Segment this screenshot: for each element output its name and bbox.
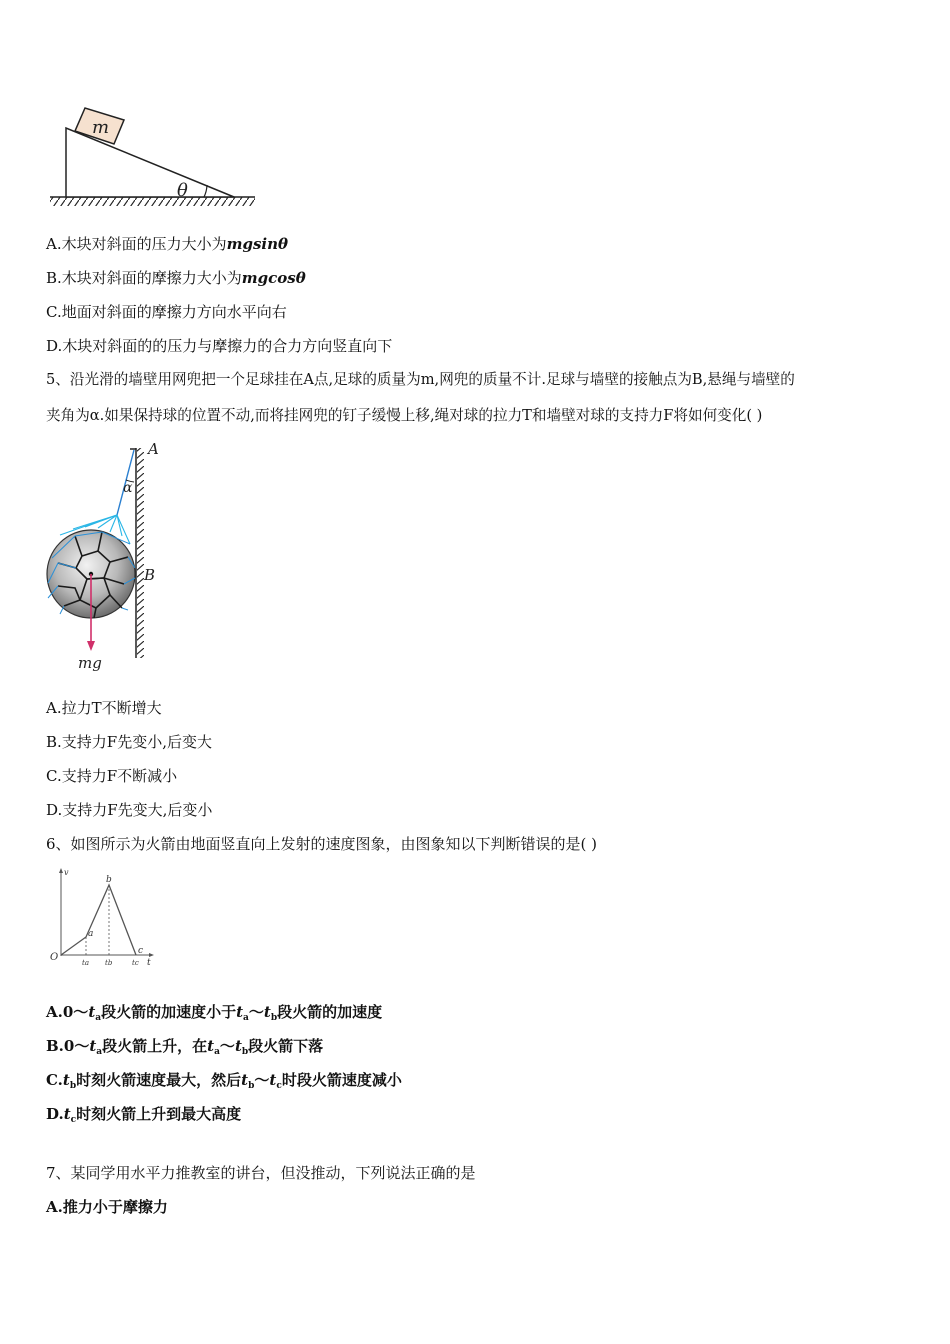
q6-stem: 6、如图所示为火箭由地面竖直向上发射的速度图象，由图象知以下判断错误的是( ) (46, 835, 598, 853)
q6-b-s3: b (241, 1047, 249, 1057)
label-b: B (144, 566, 156, 584)
q5-stem-line1: 5、沿光滑的墙壁用网兜把一个足球挂在A点,足球的质量为m,网兜的质量不计.足球与墙壁的接触点为B,悬绳与墙壁的 (46, 371, 795, 388)
q6-a-p3: ～ (248, 1003, 264, 1021)
q6-b-p3: ～ (219, 1037, 235, 1055)
wall-hatching (137, 448, 144, 658)
q6-b-t3: t (234, 1037, 242, 1055)
angle-label: θ (177, 180, 188, 201)
q6-option-a (46, 1001, 382, 1029)
label-alpha: α (123, 480, 133, 496)
q6-a-p4: 段火箭的加速度 (277, 1003, 383, 1021)
point-b-label: b (106, 875, 112, 885)
q6-b-s1: a (96, 1047, 103, 1057)
q6-c-p1: C. (46, 1071, 63, 1089)
point-a-label: a (88, 929, 94, 939)
q7-option-a: A.推力小于摩擦力 (46, 1198, 168, 1216)
label-a: A (148, 440, 159, 458)
q6-c-p2: 时刻火箭速度最大，然后 (76, 1071, 242, 1089)
q5-option-d: D.支持力F先变大,后变小 (46, 801, 213, 819)
q6-b-s2: a (214, 1047, 220, 1057)
q5-stem-line2: 夹角为α.如果保持球的位置不动,而将挂网兜的钉子缓慢上移,绳对球的拉力T和墙壁对球的支持力F将如何变化( ) (46, 407, 763, 424)
ground-hatching (50, 197, 255, 206)
q6-option-d (46, 1103, 241, 1131)
q6-c-s1: b (69, 1081, 77, 1091)
t-axis-arrow (149, 953, 154, 957)
q6-d-p1: D. (46, 1105, 64, 1123)
q6-c-t1: t (62, 1071, 70, 1089)
q6-b-t1: t (89, 1037, 97, 1055)
q6-a-t3: t (263, 1003, 271, 1021)
q4-option-c: C.地面对斜面的摩擦力方向水平向右 (46, 303, 287, 321)
velocity-time-graph (44, 866, 160, 970)
incline-figure (44, 100, 259, 210)
origin-label: O (50, 952, 59, 963)
q6-b-p2: 段火箭上升，在 (102, 1037, 208, 1055)
velocity-curve (61, 885, 136, 955)
q6-b-t2: t (207, 1037, 215, 1055)
q6-option-c (46, 1069, 402, 1097)
q6-d-t1: t (63, 1105, 71, 1123)
q6-c-p4: 时段火箭速度减小 (281, 1071, 402, 1089)
q6-a-t2: t (236, 1003, 244, 1021)
tick-c-label: tc (132, 959, 139, 967)
q6-a-p2: 段火箭的加速度小于 (101, 1003, 237, 1021)
q6-c-t2: t (241, 1071, 249, 1089)
q5-option-b: B.支持力F先变小,后变大 (46, 733, 212, 751)
v-axis-arrow (59, 868, 63, 873)
q6-c-s3: c (276, 1081, 282, 1091)
q6-d-p2: 时刻火箭上升到最大高度 (76, 1105, 242, 1123)
q4-option-b-text: B.木块对斜面的摩擦力大小为 (46, 269, 242, 287)
q6-a-s3: b (270, 1013, 278, 1023)
tick-a-label: ta (82, 959, 89, 967)
q5-option-c: C.支持力F不断减小 (46, 767, 178, 785)
q6-a-s2: a (243, 1013, 249, 1023)
q4-option-b (46, 267, 306, 289)
q6-b-p4: 段火箭下落 (248, 1037, 324, 1055)
gravity-arrow-head (87, 641, 95, 651)
q4-option-a-text: A.木块对斜面的压力大小为 (46, 235, 227, 253)
q7-stem: 7、某同学用水平力推教室的讲台，但没推动，下列说法正确的是 (46, 1164, 476, 1182)
football-wall-figure (40, 438, 180, 673)
axis-t-label: t (147, 958, 151, 968)
q6-a-t1: t (88, 1003, 96, 1021)
incline-wedge (66, 128, 234, 197)
q4-option-a (46, 233, 288, 255)
block-label: m (92, 117, 110, 138)
q4-option-b-formula: mgcosθ (241, 269, 306, 287)
q6-option-b (46, 1035, 323, 1063)
q5-option-a: A.拉力T不断增大 (46, 699, 162, 717)
q4-option-d: D.木块对斜面的的压力与摩擦力的合力方向竖直向下 (46, 337, 393, 355)
q6-a-p1: A.0～ (46, 1003, 89, 1021)
q6-a-s1: a (95, 1013, 102, 1023)
tick-b-label: tb (105, 959, 113, 967)
q6-c-s2: b (248, 1081, 255, 1091)
label-mg: mg (78, 654, 102, 672)
q6-b-p1: B.0～ (46, 1037, 90, 1055)
q6-c-p3: ～ (254, 1071, 270, 1089)
axis-v-label: v (64, 868, 69, 877)
q6-d-s1: c (70, 1115, 77, 1125)
q4-option-a-formula: mgsinθ (226, 235, 289, 253)
point-c-label: c (138, 946, 144, 956)
q6-c-t3: t (269, 1071, 277, 1089)
